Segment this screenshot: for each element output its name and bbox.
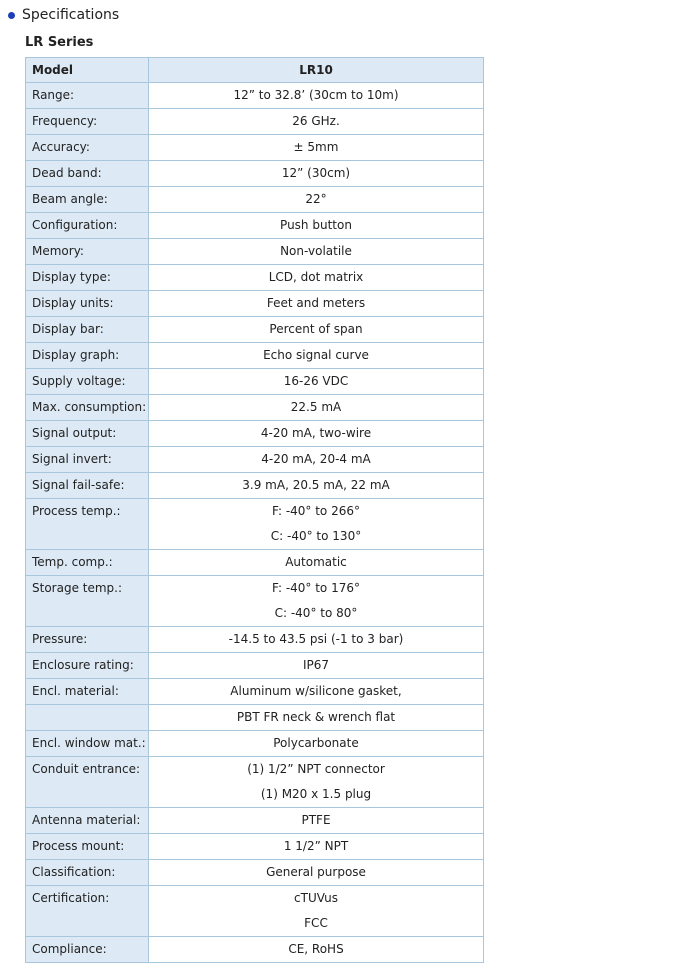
spec-value-cell	[149, 499, 484, 550]
spec-value: 4-20 mA, 20-4 mA	[261, 452, 371, 466]
spec-label: Beam angle:	[26, 187, 149, 213]
spec-value-cell	[149, 187, 484, 213]
spec-value-cell	[149, 421, 484, 447]
spec-value-cell	[149, 239, 484, 265]
spec-value: IP67	[302, 658, 330, 672]
spec-label: Pressure:	[26, 627, 149, 653]
spec-label	[26, 705, 149, 731]
bullet-icon	[8, 12, 15, 19]
spec-value: F: -40° to 176°	[271, 581, 360, 595]
spec-value-cell	[149, 135, 484, 161]
spec-value: General purpose	[266, 865, 366, 879]
spec-value: 3.9 mA, 20.5 mA, 22 mA	[242, 478, 390, 492]
spec-label: Antenna material:	[26, 808, 149, 834]
table-row	[26, 860, 484, 886]
spec-value-cell	[149, 369, 484, 395]
spec-value-cell	[149, 757, 484, 808]
spec-value-cell	[149, 705, 484, 731]
table-row	[26, 83, 484, 109]
table-row	[26, 679, 484, 705]
spec-value-cell	[149, 576, 484, 627]
table-row	[26, 265, 484, 291]
spec-value: Non-volatile	[280, 244, 352, 258]
spec-value-cell	[149, 291, 484, 317]
spec-value-cell	[149, 265, 484, 291]
spec-label: Frequency:	[26, 109, 149, 135]
spec-label: Temp. comp.:	[26, 550, 149, 576]
table-row	[26, 317, 484, 343]
spec-value: F: -40° to 266°	[271, 504, 360, 518]
spec-label: Range:	[26, 83, 149, 109]
table-row	[26, 834, 484, 860]
spec-label: Memory:	[26, 239, 149, 265]
spec-value-cell	[149, 161, 484, 187]
spec-value-cell	[149, 317, 484, 343]
table-row	[26, 550, 484, 576]
spec-value: CE, RoHS	[288, 942, 344, 956]
spec-value: Polycarbonate	[273, 736, 359, 750]
table-row	[26, 109, 484, 135]
table-row	[26, 161, 484, 187]
spec-value-cell	[149, 679, 484, 705]
header-model-label: Model	[26, 58, 149, 83]
header-model-value: LR10	[149, 58, 484, 83]
spec-value-cell	[149, 731, 484, 757]
table-row	[26, 473, 484, 499]
table-row	[26, 421, 484, 447]
series-title: LR Series	[25, 35, 94, 50]
spec-label: Display bar:	[26, 317, 149, 343]
spec-value: 12” (30cm)	[281, 166, 351, 180]
spec-label: Classification:	[26, 860, 149, 886]
table-row	[26, 213, 484, 239]
table-row	[26, 447, 484, 473]
spec-label: Display graph:	[26, 343, 149, 369]
spec-value: 4-20 mA, two-wire	[260, 426, 372, 440]
section-heading	[8, 5, 119, 25]
spec-value: ± 5mm	[293, 140, 339, 154]
table-row	[26, 808, 484, 834]
spec-value: (1) 1/2” NPT connector	[247, 762, 385, 776]
spec-value: Feet and meters	[266, 296, 366, 310]
spec-label: Encl. material:	[26, 679, 149, 705]
spec-value: cTUVus	[294, 891, 338, 905]
spec-value: 22.5 mA	[290, 400, 342, 414]
table-row	[26, 576, 484, 627]
spec-value: Echo signal curve	[263, 348, 369, 362]
spec-label: Encl. window mat.:	[26, 731, 149, 757]
spec-label: Certification:	[26, 886, 149, 937]
spec-value: (1) M20 x 1.5 plug	[260, 787, 372, 801]
spec-label: Accuracy:	[26, 135, 149, 161]
section-heading-text: Specifications	[22, 7, 120, 23]
spec-value: C: -40° to 130°	[270, 529, 362, 543]
spec-label: Display units:	[26, 291, 149, 317]
table-row	[26, 187, 484, 213]
table-row	[26, 731, 484, 757]
spec-value: Push button	[280, 218, 352, 232]
spec-value: PBT FR neck & wrench flat	[236, 710, 396, 724]
spec-value-cell	[149, 834, 484, 860]
table-row	[26, 343, 484, 369]
spec-value-cell	[149, 395, 484, 421]
table-row	[26, 937, 484, 963]
table-row	[26, 499, 484, 550]
spec-value-cell	[149, 627, 484, 653]
table-row	[26, 705, 484, 731]
spec-value: Percent of span	[269, 322, 363, 336]
spec-value-cell	[149, 653, 484, 679]
spec-label: Signal invert:	[26, 447, 149, 473]
spec-value: 16-26 VDC	[283, 374, 349, 388]
spec-value-cell	[149, 213, 484, 239]
spec-label: Max. consumption:	[26, 395, 149, 421]
spec-label: Supply voltage:	[26, 369, 149, 395]
spec-label: Process mount:	[26, 834, 149, 860]
table-row	[26, 627, 484, 653]
spec-value: -14.5 to 43.5 psi (-1 to 3 bar)	[228, 632, 404, 646]
spec-value: Automatic	[285, 555, 347, 569]
spec-label: Configuration:	[26, 213, 149, 239]
spec-value: C: -40° to 80°	[274, 606, 358, 620]
spec-value: LCD, dot matrix	[268, 270, 364, 284]
spec-value-cell	[149, 808, 484, 834]
spec-value: PTFE	[301, 813, 331, 827]
spec-value-cell	[149, 447, 484, 473]
spec-label: Signal output:	[26, 421, 149, 447]
spec-label: Enclosure rating:	[26, 653, 149, 679]
spec-value: FCC	[304, 916, 328, 930]
spec-label: Compliance:	[26, 937, 149, 963]
table-row	[26, 886, 484, 937]
spec-label: Process temp.:	[26, 499, 149, 550]
spec-value-cell	[149, 550, 484, 576]
table-row	[26, 653, 484, 679]
spec-value: 26 GHz.	[292, 114, 340, 128]
spec-value-cell	[149, 886, 484, 937]
spec-value: 22°	[305, 192, 327, 206]
spec-table	[25, 57, 484, 963]
spec-value: Aluminum w/silicone gasket,	[230, 684, 402, 698]
spec-label: Conduit entrance:	[26, 757, 149, 808]
spec-value-cell	[149, 109, 484, 135]
spec-label: Storage temp.:	[26, 576, 149, 627]
spec-value: 12” to 32.8’ (30cm to 10m)	[233, 88, 399, 102]
table-row	[26, 135, 484, 161]
table-row	[26, 395, 484, 421]
spec-value-cell	[149, 473, 484, 499]
table-row	[26, 239, 484, 265]
spec-value-cell	[149, 343, 484, 369]
spec-value-cell	[149, 860, 484, 886]
spec-value: 1 1/2” NPT	[283, 839, 349, 853]
spec-value-cell	[149, 937, 484, 963]
table-header-row	[26, 58, 484, 83]
spec-value-cell	[149, 83, 484, 109]
table-row	[26, 369, 484, 395]
table-row	[26, 757, 484, 808]
spec-label: Dead band:	[26, 161, 149, 187]
spec-label: Display type:	[26, 265, 149, 291]
spec-label: Signal fail-safe:	[26, 473, 149, 499]
table-row	[26, 291, 484, 317]
